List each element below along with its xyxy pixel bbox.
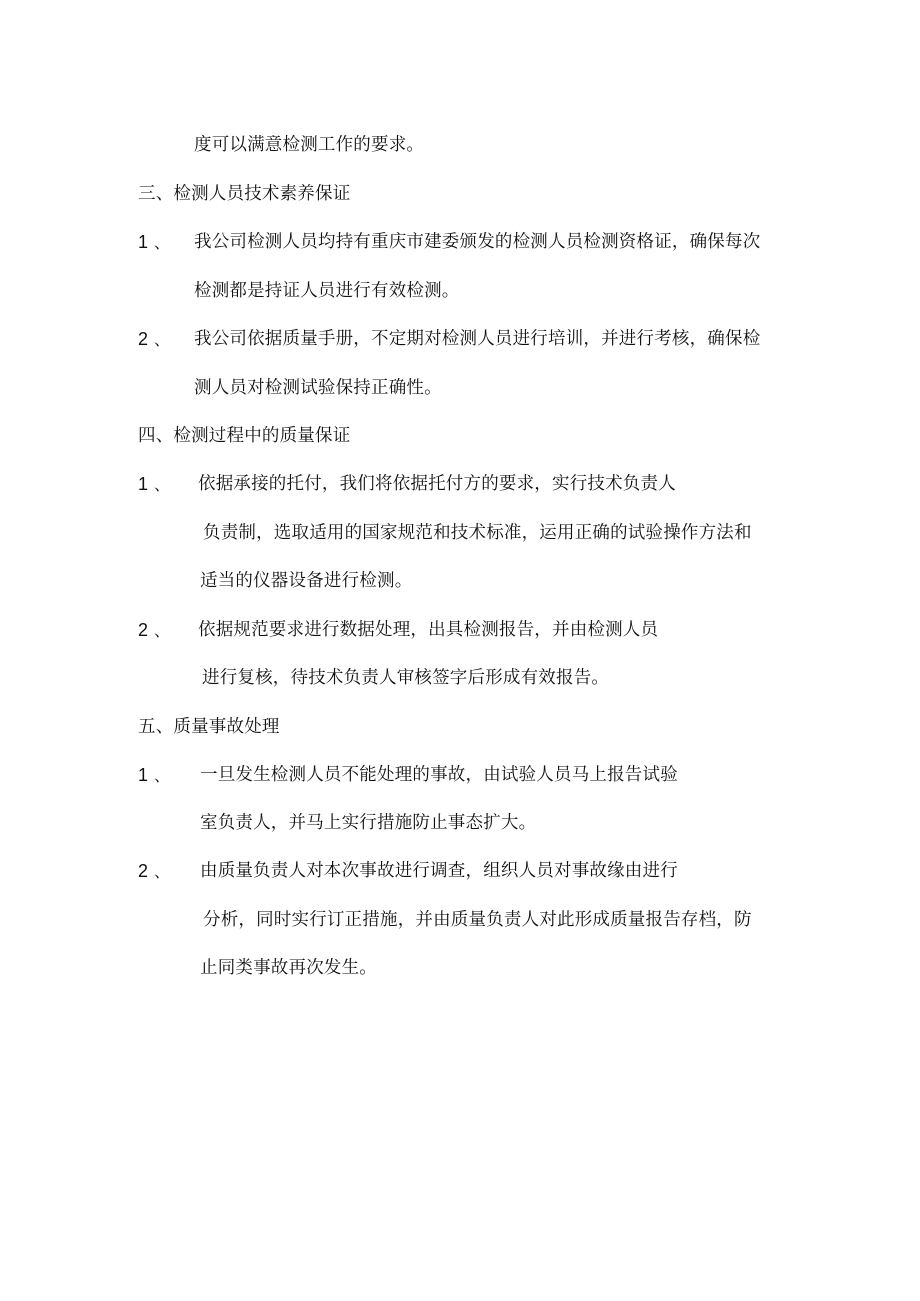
continuation-line: 度可以满意检测工作的要求。 bbox=[194, 135, 425, 155]
list-item-line: 我公司检测人员均持有重庆市建委颁发的检测人员检测资格证，确保每次 bbox=[194, 232, 761, 252]
list-item-line: 依据承接的托付，我们将依据托付方的要求，实行技术负责人 bbox=[198, 474, 676, 494]
list-item-number: 2 、 bbox=[138, 329, 171, 349]
section-heading-4: 四、检测过程中的质量保证 bbox=[138, 426, 351, 446]
list-item-number: 1 、 bbox=[138, 765, 171, 785]
list-item-number: 1 、 bbox=[138, 232, 171, 252]
section-heading-3: 三、检测人员技术素养保证 bbox=[138, 184, 351, 204]
list-item-number: 2 、 bbox=[138, 861, 171, 881]
list-item-number: 2 、 bbox=[138, 620, 171, 640]
list-item-line: 进行复核，待技术负责人审核签字后形成有效报告。 bbox=[202, 668, 610, 688]
list-item-line: 止同类事故再次发生。 bbox=[200, 958, 377, 978]
list-item-line: 室负责人，并马上实行措施防止事态扩大。 bbox=[200, 813, 537, 833]
list-item-line: 适当的仪器设备进行检测。 bbox=[200, 571, 413, 591]
section-heading-5: 五、质量事故处理 bbox=[138, 717, 280, 737]
list-item-line: 分析，同时实行订正措施，并由质量负责人对此形成质量报告存档，防 bbox=[203, 910, 752, 930]
list-item-line: 由质量负责人对本次事故进行调查，组织人员对事故缘由进行 bbox=[200, 861, 678, 881]
list-item-line: 负责制，选取适用的国家规范和技术标准，运用正确的试验操作方法和 bbox=[203, 523, 752, 543]
list-item-line: 我公司依据质量手册，不定期对检测人员进行培训，并进行考核，确保检 bbox=[194, 329, 761, 349]
list-item-line: 依据规范要求进行数据处理，出具检测报告，并由检测人员 bbox=[198, 620, 659, 640]
list-item-number: 1 、 bbox=[138, 474, 171, 494]
list-item-line: 测人员对检测试验保持正确性。 bbox=[194, 378, 442, 398]
list-item-line: 检测都是持证人员进行有效检测。 bbox=[194, 281, 460, 301]
list-item-line: 一旦发生检测人员不能处理的事故，由试验人员马上报告试验 bbox=[200, 765, 678, 785]
